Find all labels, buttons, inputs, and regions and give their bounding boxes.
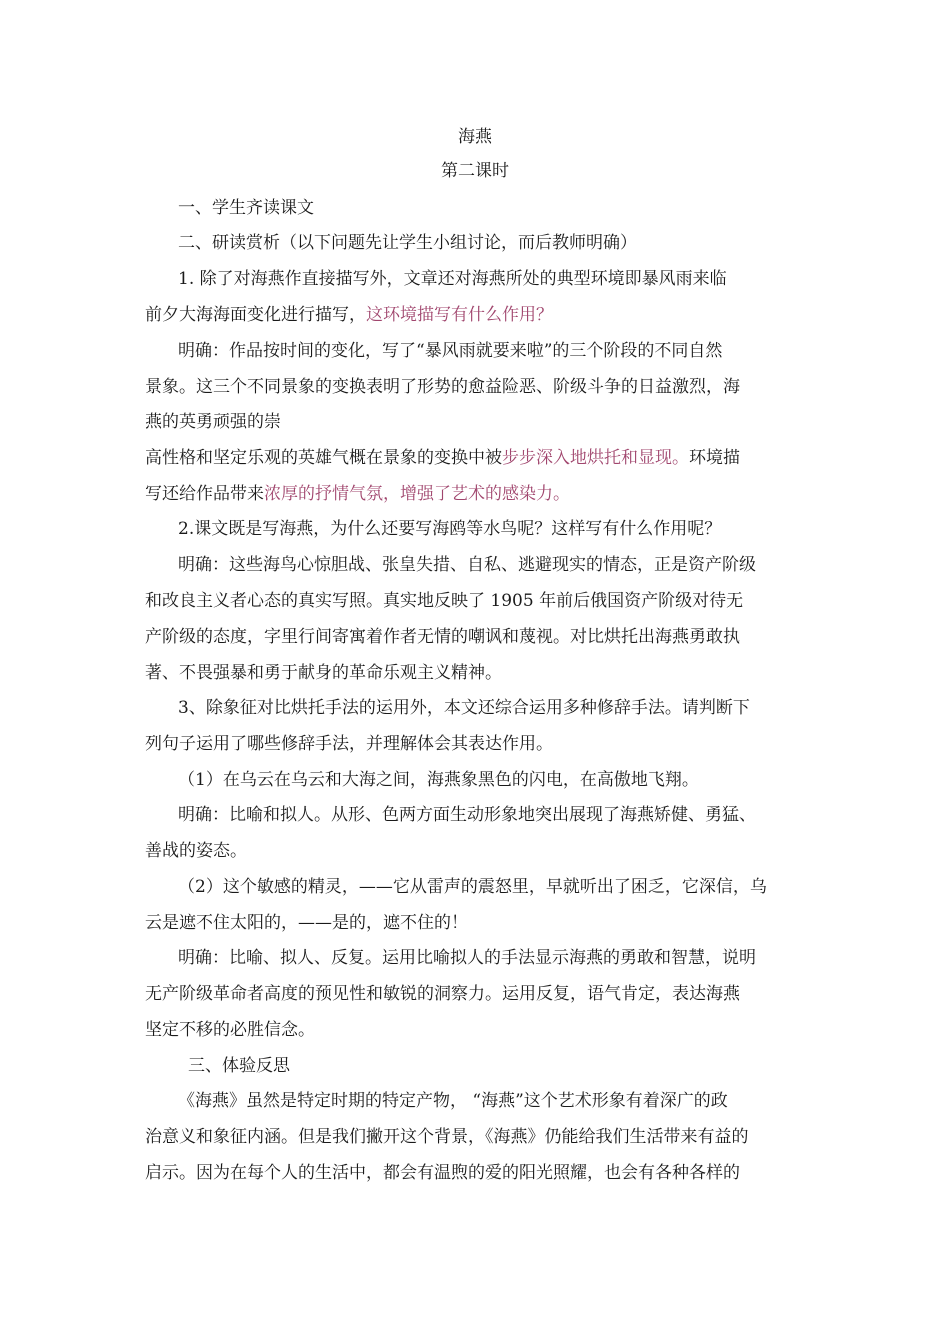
- reflection-line-1: 《海燕》虽然是特定时期的特定产物， “海燕”这个艺术形象有着深广的政: [178, 1091, 728, 1111]
- answer-1-highlight: 步步深入地烘托和显现。: [502, 448, 689, 468]
- answer-1-line-1: 明确：作品按时间的变化，写了“暴风雨就要来啦”的三个阶段的不同自然: [178, 341, 723, 361]
- answer-1-text-tail: 环境描: [689, 448, 740, 468]
- section-3-heading: 三、体验反思: [188, 1056, 290, 1076]
- question-1-text: 前夕大海海面变化进行描写，: [145, 305, 366, 325]
- answer-1-line-2: 景象。这三个不同景象的变换表明了形势的愈益险恶、阶级斗争的日益激烈，海: [145, 377, 740, 397]
- answer-2-line-2: 和改良主义者心态的真实写照。真实地反映了 1905 年前后俄国资产阶级对待无: [145, 591, 744, 611]
- reflection-line-2: 治意义和象征内涵。但是我们撇开这个背景，《海燕》仍能给我们生活带来有益的: [145, 1127, 749, 1147]
- sentence-1: （1）在乌云在乌云和大海之间，海燕象黑色的闪电，在高傲地飞翔。: [178, 770, 699, 790]
- answer-2-line-3: 产阶级的态度，字里行间寄寓着作者无情的嘲讽和蔑视。对比烘托出海燕勇敢执: [145, 627, 740, 647]
- answer-1-text-2: 写还给作品带来: [145, 484, 264, 504]
- answer-3-line-2: 善战的姿态。: [145, 841, 247, 861]
- answer-4-line-3: 坚定不移的必胜信念。: [145, 1020, 315, 1040]
- question-1-line-1: 1. 除了对海燕作直接描写外，文章还对海燕所处的典型环境即暴风雨来临: [178, 269, 727, 289]
- answer-2-line-4: 著、不畏强暴和勇于献身的革命乐观主义精神。: [145, 663, 502, 683]
- question-3-line-2: 列句子运用了哪些修辞手法，并理解体会其表达作用。: [145, 734, 553, 754]
- answer-1-highlight-2: 浓厚的抒情气氛，增强了艺术的感染力。: [264, 484, 570, 504]
- answer-4-line-1: 明确：比喻、拟人、反复。运用比喻拟人的手法显示海燕的勇敢和智慧，说明: [178, 948, 756, 968]
- page-subtitle: 第二课时: [441, 161, 509, 181]
- answer-1-line-5: [145, 483, 570, 505]
- sentence-2-line-1: （2）这个敏感的精灵，——它从雷声的震怒里，早就听出了困乏，它深信，乌: [178, 877, 767, 897]
- answer-2-line-1: 明确：这些海鸟心惊胆战、张皇失措、自私、逃避现实的情态，正是资产阶级: [178, 555, 756, 575]
- section-2-heading: 二、研读赏析（以下问题先让学生小组讨论，而后教师明确）: [178, 233, 637, 253]
- answer-1-line-3: 燕的英勇顽强的崇: [145, 412, 281, 432]
- answer-1-line-4: [145, 447, 740, 469]
- question-1-highlight: 这环境描写有什么作用？: [366, 305, 553, 325]
- page-title: 海燕: [458, 127, 492, 147]
- question-1-line-2: [145, 304, 553, 326]
- question-3-line-1: 3、除象征对比烘托手法的运用外，本文还综合运用多种修辞手法。请判断下: [178, 698, 750, 718]
- sentence-2-line-2: 云是遮不住太阳的，——是的，遮不住的！: [145, 913, 468, 933]
- answer-4-line-2: 无产阶级革命者高度的预见性和敏锐的洞察力。运用反复，语气肯定，表达海燕: [145, 984, 740, 1004]
- section-1-heading: 一、学生齐读课文: [178, 198, 314, 218]
- reflection-line-3: 启示。因为在每个人的生活中，都会有温煦的爱的阳光照耀，也会有各种各样的: [145, 1163, 740, 1183]
- answer-1-text: 高性格和坚定乐观的英雄气概在景象的变换中被: [145, 448, 502, 468]
- question-2-line-1: 2.课文既是写海燕，为什么还要写海鸥等水鸟呢？这样写有什么作用呢？: [178, 519, 722, 539]
- answer-3-line-1: 明确：比喻和拟人。从形、色两方面生动形象地突出展现了海燕矫健、勇猛、: [178, 805, 756, 825]
